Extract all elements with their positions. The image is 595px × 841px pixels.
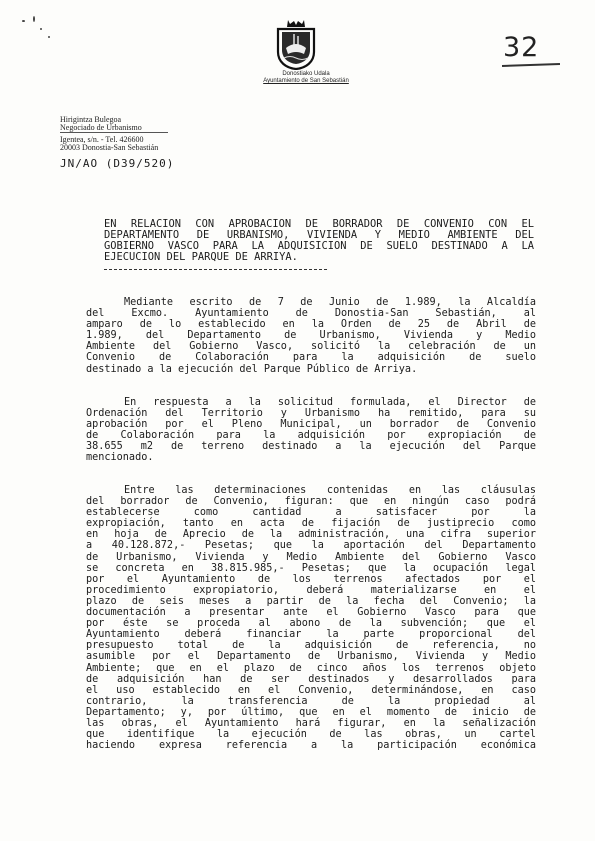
text-line: del Excmo. Ayuntamiento de Donostia-San Sebastián, al [86, 308, 536, 320]
reference-code: JN/AO (D39/520) [60, 157, 175, 170]
text-line: Departamento; y, por último, que en el momento de inicio de [86, 706, 536, 718]
text-line: Mediante escrito de 7 de Junio de 1.989, la Alcaldía [124, 297, 536, 308]
text-line: expropiación, tanto en acta de fijación de justiprecio como [86, 518, 536, 530]
text-line: las obras, el Ayuntamiento hará figurar, en la señalización [86, 717, 536, 729]
subject-line: DEPARTAMENTO DE URBANISMO, VIVIENDA Y MEDIO AMBIENTE DEL [104, 229, 534, 241]
office-address: Igentea, s/n. - Tel. 426600 [60, 135, 144, 144]
letterhead-name-spanish: Ayuntamiento de San Sebastián [263, 78, 349, 84]
text-line: amparo de lo establecido en la Orden de 25 de Abril de [86, 319, 536, 331]
text-line: Ayuntamiento deberá financiar la parte proporcional del [86, 629, 536, 641]
text-line: de adquisición han de ser destinados y desarrollados para [86, 673, 536, 685]
text-line: en hoja de Aprecio de la administración, una cifra superior [86, 529, 536, 541]
text-line: establecerse como cantidad a satisfacer por la [86, 507, 536, 519]
text-line: contrario, la transferencia de la propiedad al [86, 695, 536, 707]
handwritten-page-number: 32 [503, 32, 540, 63]
subject-line: EJECUCION DEL PARQUE DE ARRIYA. [104, 251, 298, 263]
text-line: mencionado. [86, 452, 154, 464]
office-name-basque: Hirigintza Bulegoa [60, 115, 122, 124]
text-line: En respuesta a la solicitud formulada, el Director de [124, 397, 536, 408]
text-line: Ambiente; que en el plazo de cinco años los terrenos objeto [86, 662, 536, 674]
subject-underline [104, 269, 327, 270]
text-line: 38.655 m2 de terreno destinado a la ejecución del Parque [86, 441, 536, 453]
text-line: de Urbanismo, Vivienda y Medio Ambiente del Gobierno Vasco [86, 551, 536, 563]
text-line: haciendo expresa referencia a la participación económica [86, 740, 536, 752]
text-line: Ordenación del Territorio y Urbanismo ha remitido, para su [86, 408, 536, 420]
office-divider [60, 132, 168, 133]
scan-speck [40, 28, 42, 30]
scan-speck [22, 20, 25, 22]
scan-speck [33, 16, 35, 22]
text-line: aprobación por el Pleno Municipal, un borrador de Convenio [86, 419, 536, 431]
text-line: se concreta en 38.815.985,- Pesetas; que la ocupación legal [86, 562, 536, 574]
text-line: que identifique la ejecución de las obras, un cartel [86, 729, 536, 741]
city-crest-logo [272, 18, 320, 70]
text-line: por el Ayuntamiento de los terrenos afectados por el [86, 573, 536, 585]
body-paragraph-1 [86, 297, 536, 375]
scan-speck [48, 36, 50, 38]
office-name-spanish: Negociado de Urbanismo [60, 123, 142, 132]
subject-line: EN RELACION CON APROBACION DE BORRADOR DE CONVENIO CON EL [104, 218, 534, 230]
body-paragraph-2 [86, 397, 536, 464]
subject-line: GOBIERNO VASCO PARA LA ADQUISICION DE SUELO DESTINADO A LA [104, 240, 534, 252]
text-line: a 40.128.872,- Pesetas; que la aportación del Departamento [86, 540, 536, 552]
letterhead-name-basque: Donostiako Udala [282, 71, 330, 77]
text-line: Entre las determinaciones contenidas en las cláusulas [124, 485, 536, 496]
text-line: asumible por el Departamento de Urbanismo, Vivienda y Medio [86, 651, 536, 663]
office-city: 20003 Donostia-San Sebastián [60, 143, 159, 152]
text-line: por éste se proceda al abono de la subvención; que el [86, 618, 536, 630]
text-line: Ambiente del Gobierno Vasco, solicitó la celebración de un [86, 341, 536, 353]
text-line: Convenio de Colaboración para la adquisición de suelo [86, 352, 536, 364]
text-line: presupuesto total de la adquisición de referencia, no [86, 640, 536, 652]
text-line: documentación a presentar ante el Gobierno Vasco para que [86, 607, 536, 619]
body-paragraph-3 [86, 485, 536, 751]
text-line: 1.989, del Departamento de Urbanismo, Vivienda y Medio [86, 330, 536, 342]
text-line: procedimiento expropiatorio, deberá materializarse en el [86, 584, 536, 596]
text-line: del borrador de Convenio, figuran: que en ningún caso podrá [86, 496, 536, 508]
text-line: de Colaboración para la adquisición por expropiación de [86, 430, 536, 442]
text-line: destinado a la ejecución del Parque Público de Arriya. [86, 363, 418, 375]
text-line: plazo de seis meses a partir de la fecha del Convenio; la [86, 595, 536, 607]
text-line: el uso establecido en el Convenio, determinándose, en caso [86, 684, 536, 696]
